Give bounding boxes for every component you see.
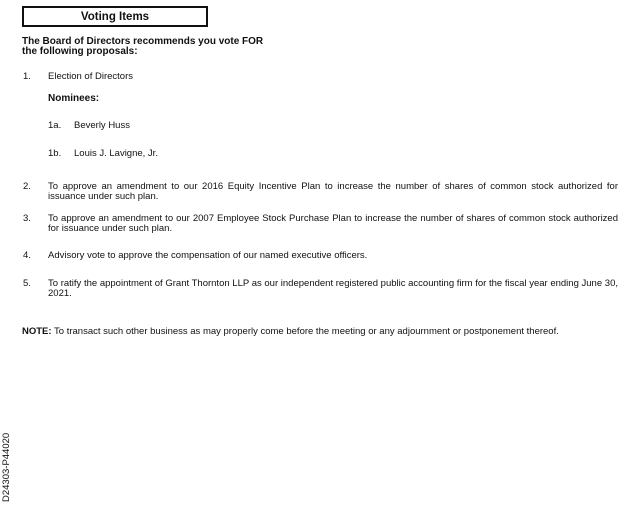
voting-items-header <box>22 6 208 27</box>
note <box>22 327 559 337</box>
board-recommendation <box>22 37 322 57</box>
item-number: 3. <box>23 213 31 224</box>
item-text: To approve an amendment to our 2016 Equity Incentive Plan to increase the number of shares of common stock authorized for issuance under such plan. <box>48 181 618 202</box>
item-text: Election of Directors <box>48 71 134 82</box>
nominee-name: Beverly Huss <box>74 120 130 131</box>
item-number: 5. <box>23 278 31 289</box>
item-text: Advisory vote to approve the compensation of our named executive officers. <box>48 250 368 261</box>
item-text: To ratify the appointment of Grant Thornton LLP as our independent registered public accounting firm for the fiscal year ending June 30, 2021. <box>48 278 618 299</box>
note-text: To transact such other business as may properly come before the meeting or any adjournment or postponement thereof. <box>54 326 559 337</box>
item-number: 1. <box>23 71 31 82</box>
nominee-name: Louis J. Lavigne, Jr. <box>74 148 158 159</box>
document-code: D24303-P44020 <box>1 432 12 502</box>
recommendation-line-2: the following proposals: <box>22 46 138 57</box>
nominees-label: Nominees: <box>48 93 100 104</box>
note-label: NOTE: <box>22 326 52 337</box>
nominee-number: 1b. <box>48 148 62 159</box>
item-number: 2. <box>23 181 31 192</box>
header-title: Voting Items <box>80 10 150 23</box>
item-number: 4. <box>23 250 31 261</box>
recommendation-line-1: The Board of Directors recommends you vote FOR <box>22 36 264 47</box>
nominee-number: 1a. <box>48 120 62 131</box>
item-text: To approve an amendment to our 2007 Employee Stock Purchase Plan to increase the number of shares of common stock authorized for issuance under such plan. <box>48 213 618 234</box>
